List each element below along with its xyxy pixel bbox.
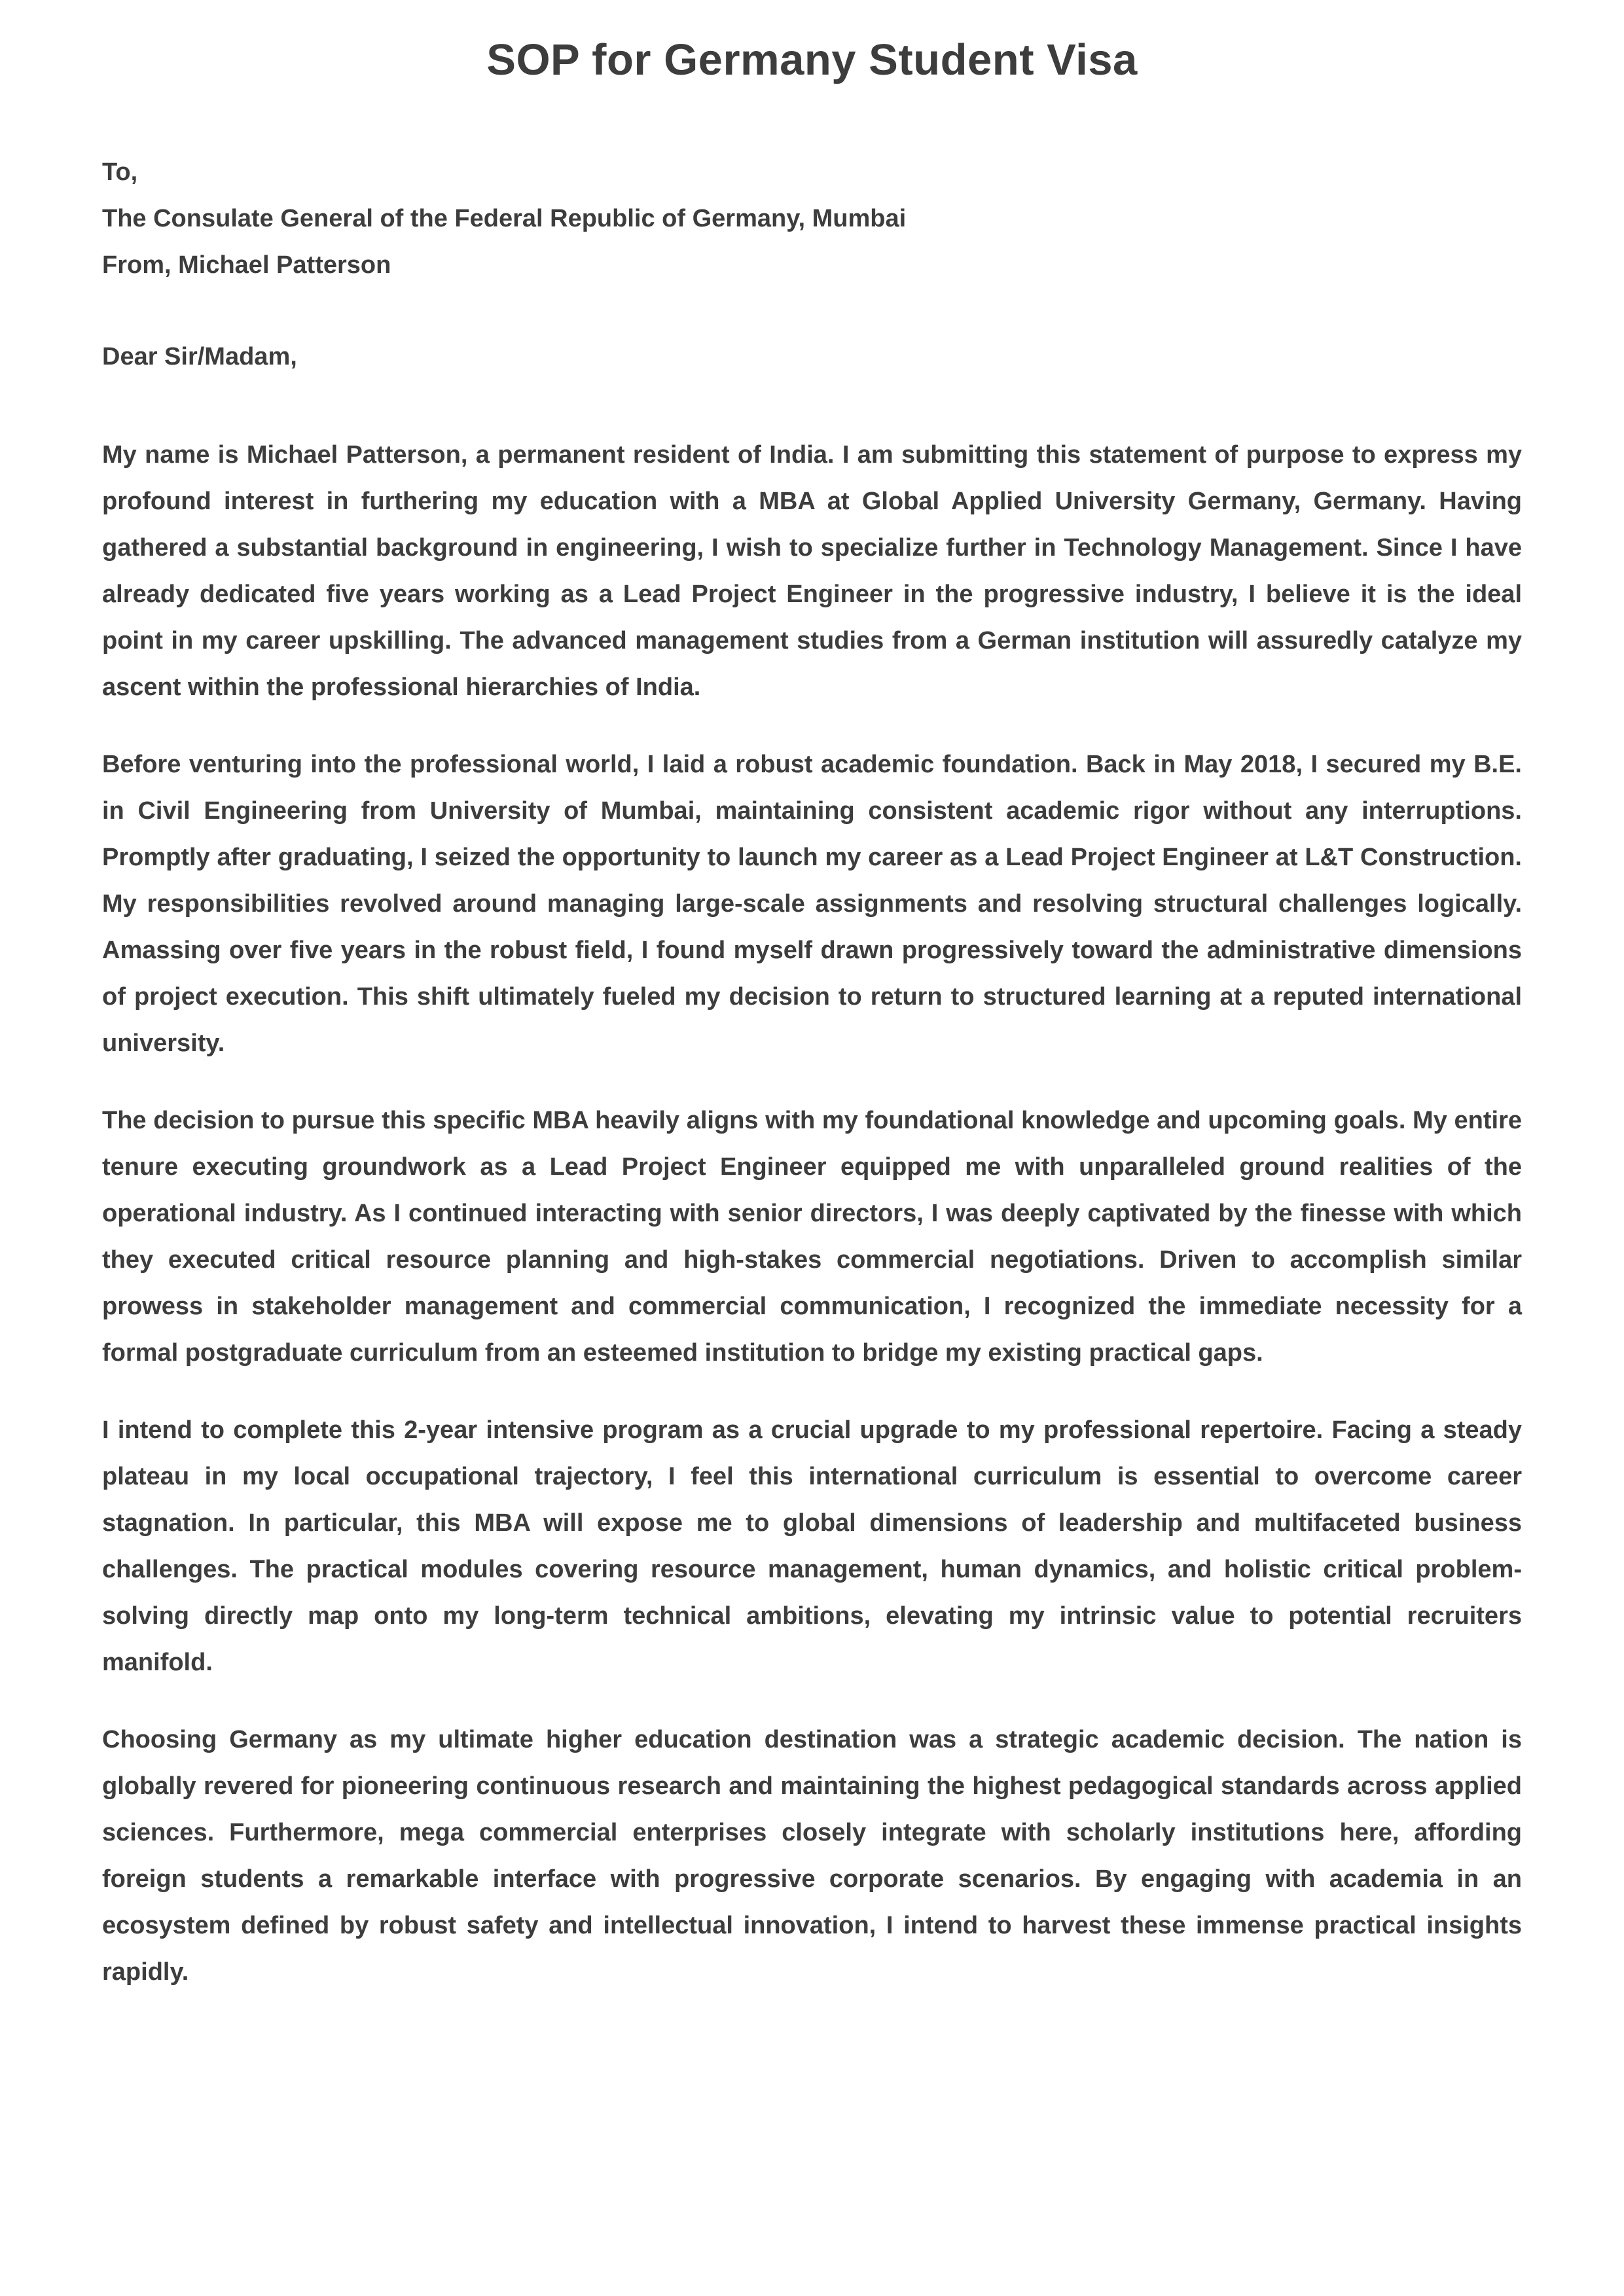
letter-body xyxy=(102,149,1522,1996)
recipient-label: To, xyxy=(102,158,138,186)
recipient-block xyxy=(102,149,1522,242)
paragraph-decision-rationale: The decision to pursue this specific MBA heavily aligns with my foundational knowledge and upcoming goals. My entire tenure executing groundwork as a Lead Project Engineer equipped me with unparalleled ground realities of the operational industry. As I continued interacting with senior directors, I was deeply captivated by the finesse with which they executed critical resource planning and high-stakes commercial negotiations. Driven to accomplish similar prowess in stakeholder management and commercial communication, I recognized the immediate necessity for a formal postgraduate curriculum from an esteemed institution to bridge my existing practical gaps. xyxy=(102,1107,1522,1367)
page-title: SOP for Germany Student Visa xyxy=(486,35,1138,84)
sender-line: From, Michael Patterson xyxy=(102,251,391,279)
paragraph-introduction: My name is Michael Patterson, a permanent resident of India. I am submitting this statement of purpose to express my profound interest in furthering my education with a MBA at Global Applied University Germany, Germany. Having gathered a substantial background in engineering, I wish to specialize further in Technology Management. Since I have already dedicated five years working as a Lead Project Engineer in the progressive industry, I believe it is the ideal point in my career upskilling. The advanced management studies from a German institution will assuredly catalyze my ascent within the professional hierarchies of India. xyxy=(102,441,1522,701)
paragraph-program-goals: I intend to complete this 2-year intensive program as a crucial upgrade to my professional repertoire. Facing a steady plateau in my local occupational trajectory, I feel this international curriculum is essential to overcome career stagnation. In particular, this MBA will expose me to global dimensions of leadership and multifaceted business challenges. The practical modules covering resource management, human dynamics, and holistic critical problem-solving directly map onto my long-term technical ambitions, elevating my intrinsic value to potential recruiters manifold. xyxy=(102,1416,1522,1676)
recipient-name: The Consulate General of the Federal Republic of Germany, Mumbai xyxy=(102,205,907,232)
paragraph-why-germany: Choosing Germany as my ultimate higher education destination was a strategic academic decision. The nation is globally revered for pioneering continuous research and maintaining the highest pedagogical standards across applied sciences. Furthermore, mega commercial enterprises closely integrate with scholarly institutions here, affording foreign students a remarkable interface with progressive corporate scenarios. By engaging with academia in an ecosystem defined by robust safety and intellectual innovation, I intend to harvest these immense practical insights rapidly. xyxy=(102,1726,1522,1986)
salutation: Dear Sir/Madam, xyxy=(102,343,297,370)
paragraph-academic-background: Before venturing into the professional world, I laid a robust academic foundation. Back in May 2018, I secured my B.E. in Civil Engineering from University of Mumbai, maintaining consistent academic rigor without any interruptions. Promptly after graduating, I seized the opportunity to launch my career as a Lead Project Engineer at L&T Construction. My responsibilities revolved around managing large-scale assignments and resolving structural challenges logically. Amassing over five years in the robust field, I found myself drawn progressively toward the administrative dimensions of project execution. This shift ultimately fueled my decision to return to structured learning at a reputed international university. xyxy=(102,751,1522,1057)
